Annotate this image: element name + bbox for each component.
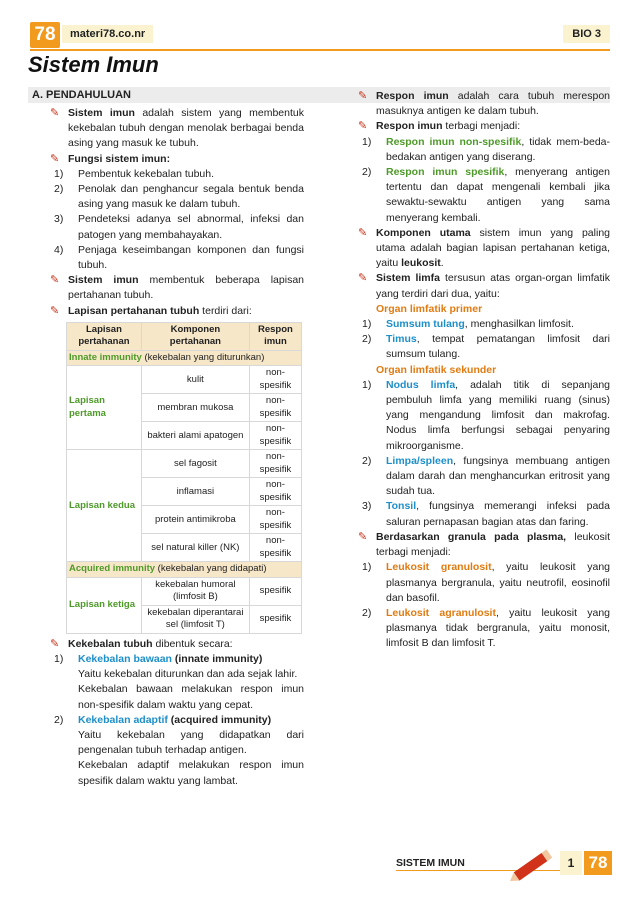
site-logo: 78 bbox=[30, 22, 60, 48]
table-cell: non-spesifik bbox=[249, 534, 301, 562]
group-row-acquired: Acquired immunity (kekebalan yang didapati) bbox=[67, 562, 302, 578]
list-item: 2) Kekebalan adaptif (acquired immunity) bbox=[54, 713, 272, 726]
defense-table bbox=[66, 322, 302, 634]
list-item: 1) Kekebalan bawaan (innate immunity) bbox=[54, 653, 263, 666]
pencil-icon bbox=[505, 845, 561, 885]
header-rule bbox=[30, 49, 610, 51]
group-row-innate: Innate immunity (kekebalan yang diturunkan) bbox=[67, 350, 302, 366]
table-cell: non-spesifik bbox=[249, 394, 301, 422]
list-item: 1) Nodus limfa, adalah titik di sepanjang pembuluh limfa yang memiliki ruang (sinus) yang mengandung limfosit dan makrofag. Nodus limfa berfungsi sebagai penyaring mikroorganisme. bbox=[362, 378, 610, 452]
bullet-sistem-limfa: ✎ Sistem limfa tersusun atas organ-organ limfatik yang terdiri dari dua, yaitu: bbox=[358, 271, 610, 301]
list-item: 3) Pendeteksi adanya sel abnormal, infeksi dan patogen yang membahayakan. bbox=[54, 213, 304, 241]
paragraph: Kekebalan bawaan melakukan respon imun non-spesifik dalam waktu yang cepat. bbox=[78, 683, 304, 711]
section-heading: A. PENDAHULUAN bbox=[32, 89, 131, 101]
subheading-primer: Organ limfatik primer bbox=[376, 302, 483, 315]
list-item: 4) Penjaga keseimbangan komponen dan fungsi tubuh. bbox=[54, 243, 304, 272]
list-item: 2) Leukosit agranulosit, yaitu leukosit yang plasmanya tidak bergranula, yaitu monosit, limfosit B dan limfosit T. bbox=[362, 606, 611, 650]
page-title: Sistem Imun bbox=[28, 52, 159, 77]
paragraph: Yaitu kekebalan diturunkan dan ada sejak lahir. bbox=[78, 668, 298, 681]
table-cell: non-spesifik bbox=[249, 422, 301, 450]
subject-badge: BIO 3 bbox=[563, 25, 610, 43]
table-cell: non-spesifik bbox=[249, 506, 301, 534]
subheading-sekunder: Organ limfatik sekunder bbox=[376, 363, 497, 376]
table-cell: inflamasi bbox=[141, 478, 249, 506]
table-cell: kekebalan diperantarai sel (limfosit T) bbox=[141, 605, 249, 633]
table-header: Respon imun bbox=[249, 322, 301, 350]
bullet-kekebalan: ✎ Kekebalan tubuh dibentuk secara: bbox=[50, 637, 304, 652]
list-item: 2) Respon imun spesifik, menyerang antigen tertentu dan dapat mengenali kembali jika sewaktu-sewaktu antigen yang sama menyerang kembali. bbox=[362, 166, 610, 224]
left-column bbox=[50, 106, 304, 789]
bullet-lapisan-pertahanan: ✎ Lapisan pertahanan tubuh terdiri dari: bbox=[50, 304, 304, 319]
list-item: 1) Respon imun non-spesifik, tidak mem-beda-bedakan antigen yang diserang. bbox=[362, 135, 610, 163]
table-cell: non-spesifik bbox=[249, 478, 301, 506]
table-cell: spesifik bbox=[249, 577, 301, 605]
table-header: Komponen pertahanan bbox=[141, 322, 249, 350]
bullet-lapisan: ✎ Sistem imun membentuk beberapa lapisan pertahanan tubuh. bbox=[50, 273, 304, 303]
right-column bbox=[358, 89, 610, 652]
list-item: 1) Sumsum tulang, menghasilkan limfosit. bbox=[362, 318, 574, 331]
table-cell: kulit bbox=[141, 366, 249, 394]
site-name[interactable]: materi78.co.nr bbox=[62, 25, 153, 43]
table-cell: membran mukosa bbox=[141, 394, 249, 422]
bullet-respon-terbagi: ✎ Respon imun terbagi menjadi: bbox=[358, 119, 610, 134]
layer-label: Lapisan ketiga bbox=[67, 577, 142, 633]
layer-label: Lapisan pertama bbox=[67, 366, 142, 450]
list-item: 1) Pembentuk kekebalan tubuh. bbox=[54, 167, 215, 180]
footer-label: SISTEM IMUN bbox=[396, 857, 465, 869]
footer-logo: 78 bbox=[584, 851, 612, 875]
bullet-granula: ✎ Berdasarkan granula pada plasma, leukosit terbagi menjadi: bbox=[358, 530, 610, 560]
layer-label: Lapisan kedua bbox=[67, 450, 142, 562]
paragraph: Yaitu kekebalan yang didapatkan dari pengenalan tubuh terhadap antigen. bbox=[78, 729, 304, 757]
list-item: 2) Timus, tempat pematangan limfosit dari sumsum tulang. bbox=[362, 333, 610, 361]
table-cell: non-spesifik bbox=[249, 450, 301, 478]
table-cell: kekebalan humoral (limfosit B) bbox=[141, 577, 249, 605]
table-header: Lapisan pertahanan bbox=[67, 322, 142, 350]
paragraph: Kekebalan adaptif melakukan respon imun spesifik dalam waktu yang lambat. bbox=[78, 759, 304, 787]
page-number: 1 bbox=[560, 851, 582, 875]
list-item: 2) Limpa/spleen, fungsinya membuang antigen dalam darah dan menghancurkan eritrosit yang sudah tua. bbox=[362, 454, 610, 498]
table-cell: spesifik bbox=[249, 605, 301, 633]
list-item: 3) Tonsil, fungsinya memerangi infeksi pada saluran pernapasan bagian atas dan faring. bbox=[362, 500, 610, 528]
bullet-fungsi: ✎ Fungsi sistem imun: bbox=[50, 152, 304, 167]
table-cell: sel natural killer (NK) bbox=[141, 534, 249, 562]
bullet-komponen: ✎ Komponen utama sistem imun yang paling utama adalah bagian lapisan pertahanan ketiga, yaitu leukosit. bbox=[358, 226, 610, 272]
bullet-sistem-imun: ✎ Sistem imun adalah sistem yang membentuk kekebalan tubuh dengan menolak berbagai benda asing yang masuk ke tubuh. bbox=[50, 106, 304, 152]
table-cell: sel fagosit bbox=[141, 450, 249, 478]
bullet-respon-imun: ✎ Respon imun adalah cara tubuh merespon masuknya antigen ke dalam tubuh. bbox=[358, 89, 610, 119]
table-cell: protein antimikroba bbox=[141, 506, 249, 534]
list-item: 2) Penolak dan penghancur segala bentuk benda asing yang masuk ke dalam tubuh. bbox=[54, 183, 304, 211]
table-cell: non-spesifik bbox=[249, 366, 301, 394]
list-item: 1) Leukosit granulosit, yaitu leukosit yang plasmanya bergranula, yaitu neutrofil, eosinofil dan basofil. bbox=[362, 561, 610, 604]
table-cell: bakteri alami apatogen bbox=[141, 422, 249, 450]
